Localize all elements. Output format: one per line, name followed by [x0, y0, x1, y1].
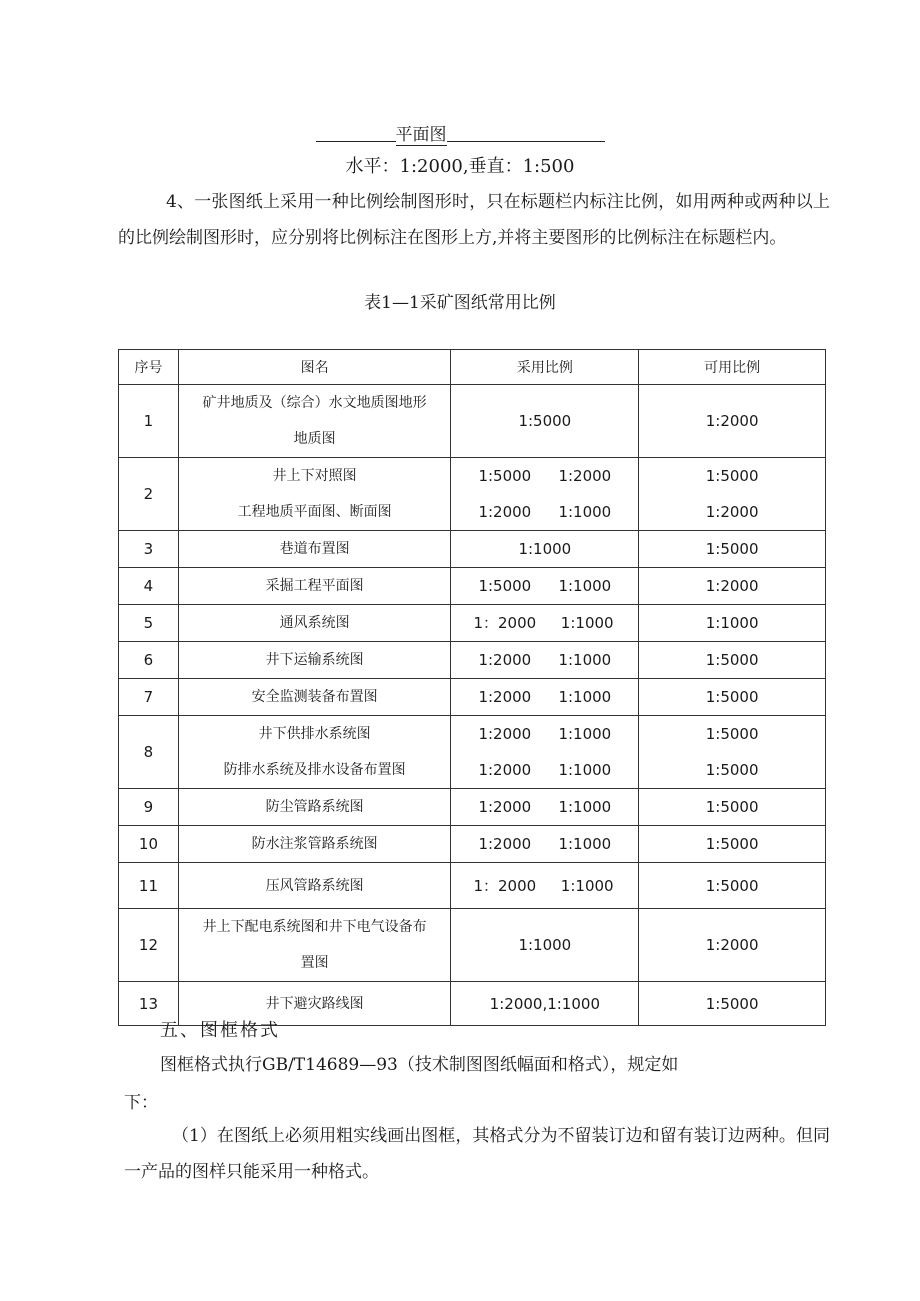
adopted-scale-cell — [451, 982, 639, 1026]
adopted-scale: 1:1000 — [518, 540, 572, 558]
available-scale: 1:2000 — [705, 503, 759, 521]
drawing-name: 矿井地质及（综合）水文地质图地形 — [202, 395, 427, 411]
underline-left — [316, 141, 396, 142]
drawing-name-cell — [178, 789, 451, 826]
row-number: 9 — [119, 789, 179, 826]
table-row — [119, 789, 826, 826]
table-caption: 表1—1采矿图纸常用比例 — [364, 293, 556, 313]
table-row — [119, 826, 826, 863]
paragraph-frame-format-line2: 下： — [124, 1093, 158, 1113]
header-no: 序号 — [119, 350, 179, 385]
drawing-name: 井上下对照图 — [272, 468, 357, 484]
adopted-scale: 1:1000 — [518, 936, 572, 954]
available-scale-cell — [639, 982, 826, 1026]
adopted-scale: 1:1000 — [560, 614, 614, 632]
available-scale: 1:5000 — [705, 994, 759, 1013]
adopted-scale: 1:5000 — [478, 577, 532, 595]
adopted-scale: 1:2000 — [478, 503, 532, 521]
paragraph-scale-rule: 4、一张图纸上采用一种比例绘制图形时，只在标题栏内标注比例，如用两种或两种以上的比例绘制图形时，应分别将比例标注在图形上方,并将主要图形的比例标注在标题栏内。 — [118, 192, 830, 248]
table-row — [119, 642, 826, 679]
row-number: 6 — [119, 642, 179, 679]
available-scale-cell — [639, 909, 826, 982]
adopted-scale: 1:1000 — [558, 651, 612, 669]
adopted-scale-line — [451, 716, 638, 752]
header-adopted: 采用比例 — [451, 350, 639, 385]
adopted-scale: 1:2000 — [478, 835, 532, 853]
row-number: 8 — [119, 716, 179, 789]
drawing-name: 井下供排水系统图 — [258, 726, 371, 742]
table-row — [119, 458, 826, 531]
drawing-name: 工程地质平面图、断面图 — [237, 504, 392, 520]
adopted-scale-line — [451, 679, 638, 715]
figure-label-line — [0, 120, 920, 145]
available-scale-cell — [639, 826, 826, 863]
drawing-name: 防排水系统及排水设备布置图 — [223, 762, 406, 778]
scale-note: 水平：1:2000,垂直：1:500 — [345, 156, 575, 177]
adopted-scale-cell — [451, 605, 639, 642]
adopted-scale-cell — [451, 909, 639, 982]
adopted-scale-line — [451, 826, 638, 862]
adopted-scale: 1:1000 — [558, 503, 612, 521]
adopted-scale-cell — [451, 568, 639, 605]
table-row — [119, 679, 826, 716]
adopted-scale: 1:2000 — [478, 798, 532, 816]
row-number: 4 — [119, 568, 179, 605]
adopted-scale-line — [451, 403, 638, 439]
available-scale: 1:5000 — [705, 688, 759, 706]
adopted-scale-cell — [451, 642, 639, 679]
available-scale-cell — [639, 531, 826, 568]
drawing-name: 采掘工程平面图 — [265, 578, 364, 594]
row-number: 1 — [119, 385, 179, 458]
available-scale: 1:5000 — [705, 761, 759, 779]
paragraph-frame-format-line1: 图框格式执行GB/T14689—93（技术制图图纸幅面和格式），规定如 — [160, 1055, 679, 1075]
adopted-scale-cell — [451, 716, 639, 789]
adopted-scale-cell — [451, 789, 639, 826]
drawing-name-cell — [178, 642, 451, 679]
paragraph-frame-rule-1: （1）在图纸上必须用粗实线画出图框，其格式分为不留装订边和留有装订边两种。但同一产品的图样只能采用一种格式。 — [124, 1126, 830, 1182]
drawing-name: 井下避灾路线图 — [265, 995, 364, 1012]
drawing-name: 地质图 — [293, 431, 336, 447]
adopted-scale-cell — [451, 531, 639, 568]
adopted-scale: 1:2000 — [478, 688, 532, 706]
available-scale: 1:2000 — [705, 412, 759, 430]
available-scale: 1:5000 — [705, 467, 759, 485]
drawing-name: 压风管路系统图 — [265, 877, 364, 894]
available-scale-cell — [639, 642, 826, 679]
available-scale-cell — [639, 458, 826, 531]
adopted-scale-line — [451, 642, 638, 678]
drawing-name-cell — [178, 679, 451, 716]
available-scale-cell — [639, 385, 826, 458]
adopted-scale-cell — [451, 385, 639, 458]
row-number: 12 — [119, 909, 179, 982]
underline-right — [447, 141, 605, 142]
drawing-name-cell — [178, 909, 451, 982]
adopted-scale-line — [451, 752, 638, 788]
adopted-scale-line — [451, 494, 638, 530]
drawing-name: 巷道布置图 — [279, 541, 350, 557]
table-header-row — [119, 350, 826, 385]
adopted-scale: 1:2000 — [478, 651, 532, 669]
drawing-name-cell — [178, 605, 451, 642]
drawing-name: 通风系统图 — [279, 615, 350, 631]
adopted-scale-cell — [451, 863, 639, 909]
table-row — [119, 531, 826, 568]
drawing-name-cell — [178, 385, 451, 458]
adopted-scale: 1:1000 — [558, 798, 612, 816]
row-number: 11 — [119, 863, 179, 909]
table-row — [119, 909, 826, 982]
available-scale: 1:5000 — [705, 835, 759, 853]
drawing-name: 井上下配电系统图和井下电气设备布 — [202, 919, 427, 935]
drawing-name-cell — [178, 863, 451, 909]
table-row — [119, 863, 826, 909]
row-number: 13 — [119, 982, 179, 1026]
adopted-scale-line — [451, 531, 638, 567]
adopted-scale-cell — [451, 679, 639, 716]
available-scale: 1:5000 — [705, 798, 759, 816]
adopted-scale: 1:1000 — [558, 725, 612, 743]
adopted-scale: 1:1000 — [558, 577, 612, 595]
adopted-scale-line — [451, 605, 638, 641]
figure-label: 平面图 — [395, 125, 447, 145]
header-available: 可用比例 — [639, 350, 826, 385]
adopted-scale: 1：2000 — [473, 876, 537, 895]
available-scale: 1:1000 — [705, 614, 759, 632]
drawing-name-cell — [178, 716, 451, 789]
drawing-name-cell — [178, 531, 451, 568]
table-row — [119, 385, 826, 458]
available-scale: 1:2000 — [705, 936, 759, 954]
drawing-name-cell — [178, 568, 451, 605]
adopted-scale: 1:5000 — [478, 467, 532, 485]
adopted-scale: 1:1000 — [558, 688, 612, 706]
section-heading: 五、图框格式 — [160, 1020, 280, 1041]
adopted-scale-line — [451, 986, 638, 1022]
adopted-scale-cell — [451, 458, 639, 531]
available-scale-cell — [639, 863, 826, 909]
drawing-name: 井下运输系统图 — [265, 652, 364, 668]
drawing-name: 置图 — [300, 955, 329, 971]
adopted-scale-line — [451, 568, 638, 604]
adopted-scale: 1:5000 — [518, 412, 572, 430]
table-row — [119, 716, 826, 789]
available-scale: 1:5000 — [705, 876, 759, 895]
adopted-scale: 1:1000 — [558, 835, 612, 853]
drawing-name-cell — [178, 458, 451, 531]
scale-table — [118, 349, 826, 1026]
available-scale-cell — [639, 679, 826, 716]
available-scale-cell — [639, 605, 826, 642]
row-number: 7 — [119, 679, 179, 716]
drawing-name: 防水注浆管路系统图 — [251, 836, 378, 852]
available-scale-cell — [639, 716, 826, 789]
available-scale: 1:5000 — [705, 725, 759, 743]
adopted-scale: 1:2000,1:1000 — [489, 994, 600, 1013]
adopted-scale-line — [451, 868, 638, 904]
table-row — [119, 605, 826, 642]
row-number: 5 — [119, 605, 179, 642]
adopted-scale: 1:2000 — [478, 761, 532, 779]
available-scale: 1:5000 — [705, 540, 759, 558]
adopted-scale: 1:2000 — [558, 467, 612, 485]
drawing-name: 防尘管路系统图 — [265, 799, 364, 815]
adopted-scale-line — [451, 458, 638, 494]
adopted-scale-line — [451, 789, 638, 825]
header-name: 图名 — [178, 350, 451, 385]
available-scale: 1:2000 — [705, 577, 759, 595]
adopted-scale: 1：2000 — [473, 614, 537, 632]
drawing-name: 安全监测装备布置图 — [251, 689, 378, 705]
available-scale: 1:5000 — [705, 651, 759, 669]
adopted-scale-cell — [451, 826, 639, 863]
drawing-name-cell — [178, 826, 451, 863]
row-number: 10 — [119, 826, 179, 863]
available-scale-cell — [639, 789, 826, 826]
adopted-scale-line — [451, 927, 638, 963]
adopted-scale: 1:1000 — [558, 761, 612, 779]
available-scale-cell — [639, 568, 826, 605]
adopted-scale: 1:2000 — [478, 725, 532, 743]
row-number: 2 — [119, 458, 179, 531]
adopted-scale: 1:1000 — [560, 876, 614, 895]
row-number: 3 — [119, 531, 179, 568]
table-row — [119, 568, 826, 605]
